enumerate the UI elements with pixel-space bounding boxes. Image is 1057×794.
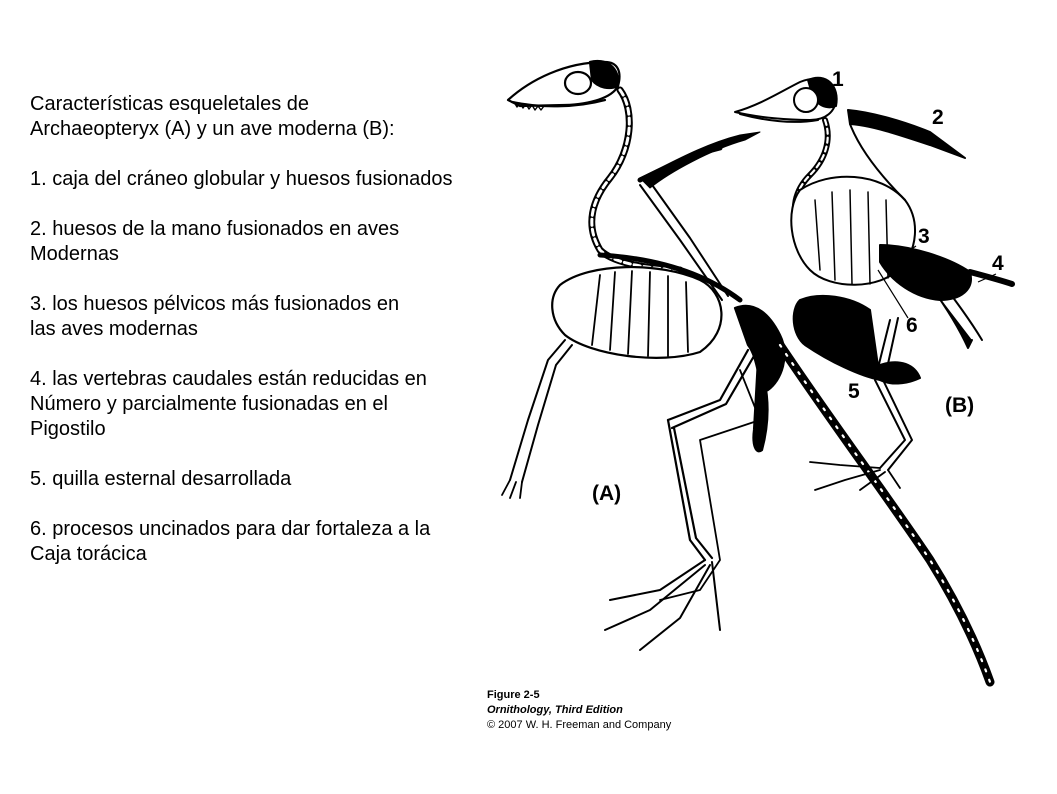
figure-caption-copyright: © 2007 W. H. Freeman and Company: [487, 719, 672, 731]
archaeopteryx-orbit: [565, 72, 591, 94]
feature-item-6: 6. procesos uncinados para dar fortaleza a la Caja torácica: [30, 518, 431, 565]
archaeopteryx-arm: [510, 340, 572, 482]
feature-item-2: 2. huesos de la mano fusionados en aves Modernas: [30, 218, 400, 265]
callout-6: 6: [906, 314, 918, 337]
feature-item-3: 3. los huesos pélvicos más fusionados en las aves modernas: [30, 293, 400, 340]
modern-bird-pygostyle: [970, 272, 1012, 284]
callout-3: 3: [918, 225, 930, 248]
archaeopteryx-tibia: [668, 420, 712, 560]
modern-bird-keel: [794, 296, 880, 380]
callout-1: 1: [832, 68, 844, 91]
modern-bird-wing: [848, 110, 965, 158]
modern-bird-pelvis: [880, 245, 971, 300]
archaeopteryx-femur: [668, 350, 754, 428]
archaeopteryx-foot: [605, 560, 720, 650]
callout-4: 4: [992, 252, 1004, 275]
callout-5: 5: [848, 380, 860, 403]
label-a: (A): [592, 482, 622, 505]
figure-caption-title: Figure 2-5: [487, 689, 540, 701]
modern-bird-skeleton: [735, 78, 1012, 490]
archaeopteryx-neck: [592, 90, 680, 270]
modern-bird-foot: [810, 462, 900, 490]
feature-item-1: 1. caja del cráneo globular y huesos fusionados: [30, 168, 453, 190]
modern-bird-leg: [875, 318, 912, 470]
feature-item-5: 5. quilla esternal desarrollada: [30, 468, 292, 490]
archaeopteryx-ribcage: [552, 267, 721, 358]
figure-caption-book: Ornithology, Third Edition: [487, 704, 623, 716]
callout-2: 2: [932, 106, 944, 129]
intro-text: Características esqueletales de Archaeopteryx (A) y un ave moderna (B):: [30, 93, 395, 140]
feature-item-4: 4. las vertebras caudales están reducidas en Número y parcialmente fusionadas en el Pigostilo: [30, 368, 427, 440]
label-b: (B): [945, 394, 975, 417]
modern-bird-orbit: [794, 88, 818, 112]
